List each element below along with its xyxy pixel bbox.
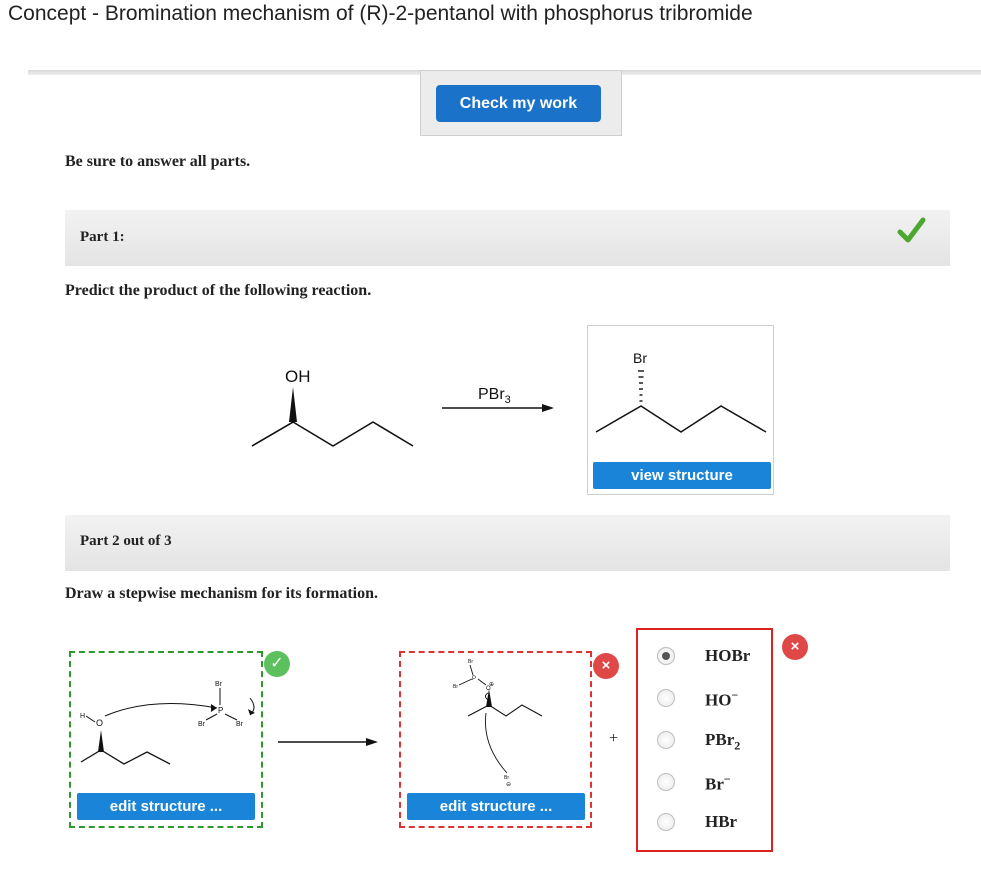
step-1-structure: [72, 668, 262, 778]
correct-check-icon: ✓: [264, 651, 290, 677]
radio-option-br[interactable]: [657, 773, 675, 791]
radio-option-ho[interactable]: [657, 689, 675, 707]
check-my-work-button[interactable]: Check my work: [436, 85, 601, 122]
bromine-atom-top: Br: [215, 681, 222, 688]
phosphorus-atom: P: [472, 676, 477, 682]
svg-text:PBr3: [478, 386, 511, 406]
incorrect-x-icon: ×: [782, 634, 808, 660]
option-label-br: Br−: [705, 772, 731, 794]
mechanism-arrow: [278, 734, 383, 750]
svg-text:⊖: ⊖: [506, 782, 512, 788]
phosphorus-atom: P: [218, 706, 224, 715]
reactant-oh-label: OH: [285, 367, 311, 386]
radio-option-hobr[interactable]: [657, 647, 675, 665]
bromide-ion: Br: [504, 775, 509, 781]
green-checkmark-icon: [896, 216, 926, 246]
part-1-label: Part 1:: [80, 229, 125, 245]
svg-text:⊕: ⊕: [489, 682, 495, 688]
instructions: Be sure to answer all parts.: [65, 153, 251, 170]
edit-structure-button-2[interactable]: edit structure ...: [407, 793, 585, 820]
bromine-atom-left: Br: [453, 684, 458, 690]
option-label-pbr2: PBr$_2$: [705, 730, 741, 753]
bromine-atom-left: Br: [198, 721, 205, 728]
reaction-arrow: [440, 375, 560, 425]
reactant-structure: [245, 360, 425, 460]
reagent-subscript: 3: [504, 394, 511, 406]
plus-sign: +: [609, 730, 619, 747]
reagent-label: PBr: [478, 386, 505, 403]
incorrect-x-icon: ×: [593, 653, 619, 679]
radio-option-pbr2[interactable]: [657, 731, 675, 749]
oxygen-atom: O: [486, 686, 491, 692]
step-2-structure: [402, 655, 592, 790]
bromine-atom-top: Br: [468, 659, 473, 665]
oxygen-atom: O: [96, 718, 104, 728]
hydrogen-atom: H: [80, 713, 86, 720]
view-structure-button[interactable]: view structure: [593, 462, 771, 489]
part-2-header: [65, 515, 950, 571]
option-label-ho: HO−: [705, 688, 739, 710]
edit-structure-button-1[interactable]: edit structure ...: [77, 793, 255, 820]
carbon-chain: [252, 422, 413, 446]
part-2-label: Part 2 out of 3: [80, 533, 172, 549]
bromine-atom-right: Br: [236, 721, 243, 728]
part-1-prompt: Predict the product of the following reaction.: [65, 282, 372, 299]
wedge-bond: [289, 387, 297, 422]
page-title: Concept - Bromination mechanism of (R)-2-pentanol with phosphorus tribromide: [8, 2, 753, 25]
part-2-prompt: Draw a stepwise mechanism for its formation.: [65, 585, 378, 602]
hashed-wedge-bond: [638, 371, 644, 401]
product-br-label: Br: [633, 350, 647, 366]
product-structure: [590, 345, 772, 440]
product-carbon-chain: [596, 406, 766, 432]
option-label-hbr: HBr: [705, 812, 738, 831]
part-1-header: [65, 210, 950, 266]
option-label-hobr: HOBr: [705, 646, 751, 665]
radio-option-hbr[interactable]: [657, 813, 675, 831]
